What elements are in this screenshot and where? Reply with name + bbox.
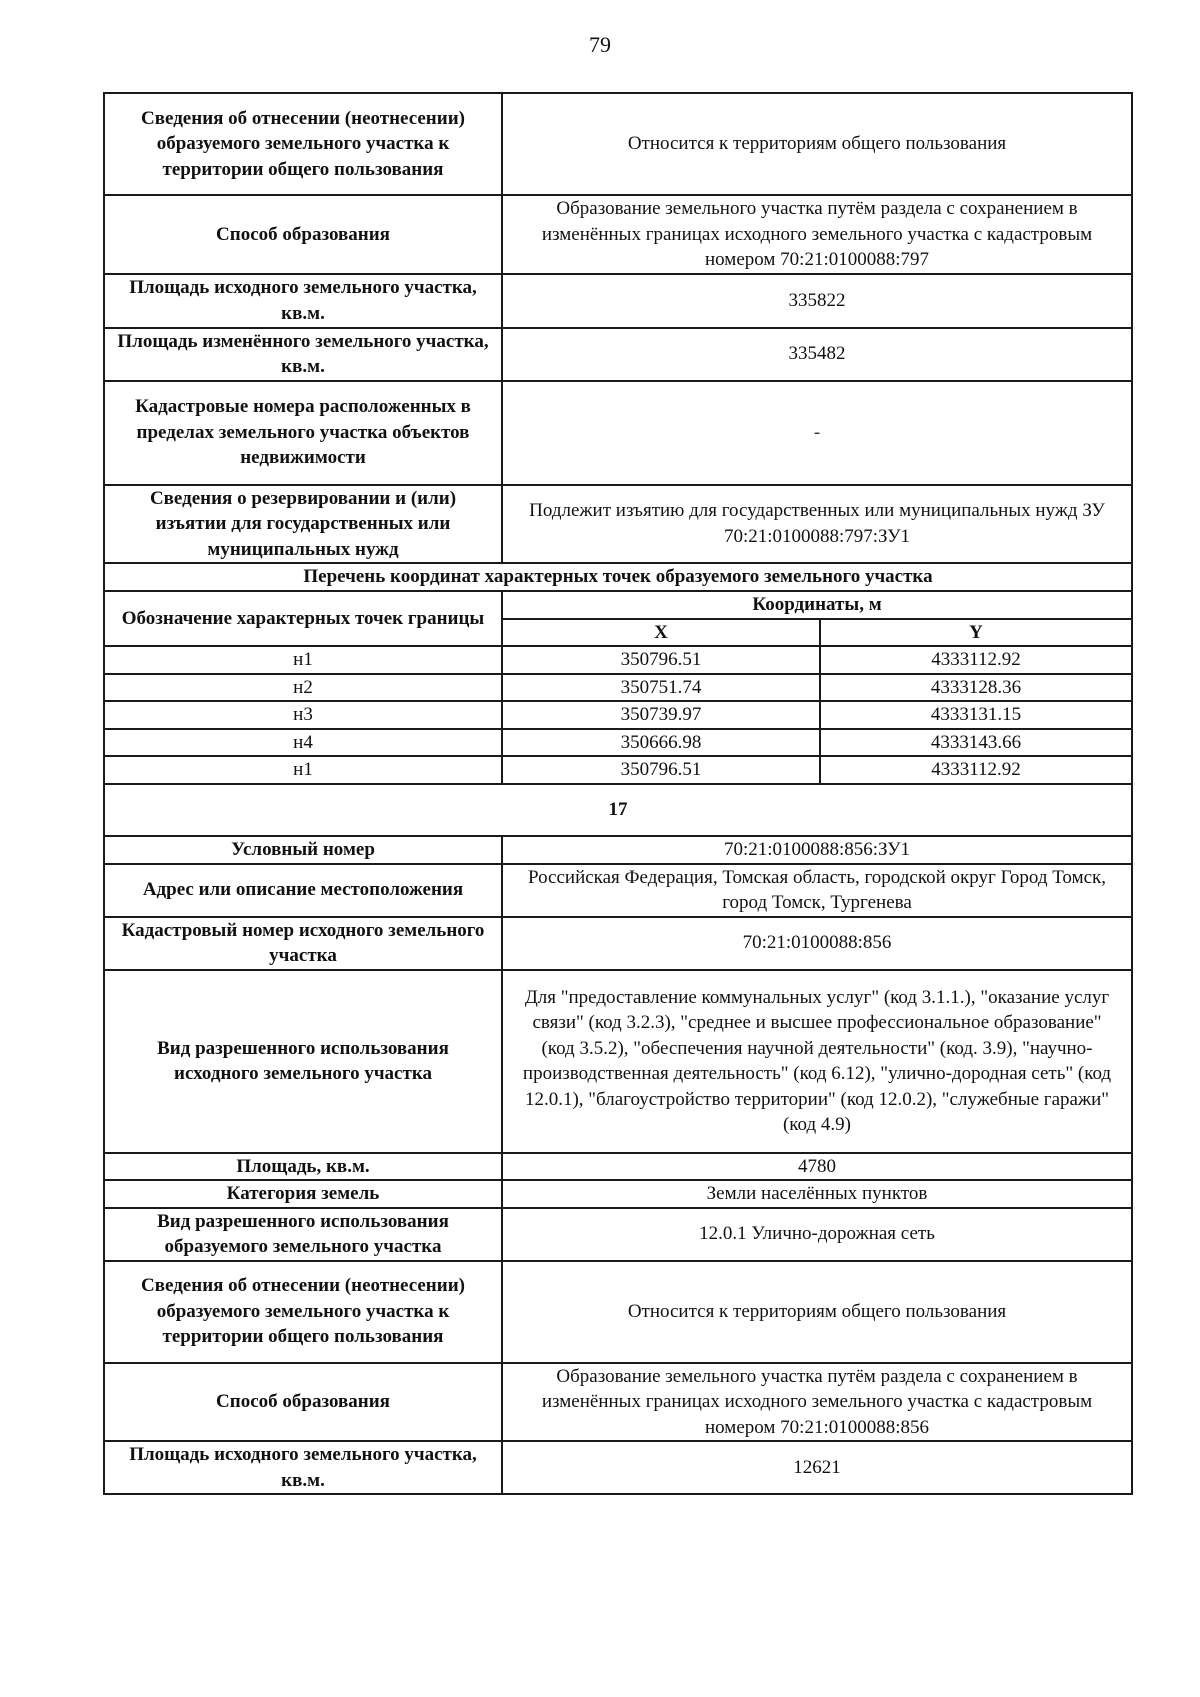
coord-row [104, 646, 1132, 674]
coord-y: 4333128.36 [820, 674, 1132, 702]
coord-point: н3 [104, 701, 502, 729]
orig-area-label: Площадь исходного земельного участка, кв.м. [104, 274, 502, 328]
row-cond-number [104, 836, 1132, 864]
cond-number-value: 70:21:0100088:856:ЗУ1 [502, 836, 1132, 864]
coord-x: 350739.97 [502, 701, 820, 729]
coord-point: н1 [104, 646, 502, 674]
coord-point: н4 [104, 729, 502, 757]
row-source-cad [104, 917, 1132, 970]
parcel-number: 17 [104, 784, 1132, 836]
formed-use-value: 12.0.1 Улично-дорожная сеть [502, 1208, 1132, 1261]
coord-row [104, 674, 1132, 702]
source-use-value: Для "предоставление коммунальных услуг" (код 3.1.1.), "оказание услуг связи" (код 3.2.3), "среднее и высшее профессиональное образование" (код 3.5.2), "обеспечения научной деятельности" (код. 3.9), "научно-производственная деятельность" (код 6.12), "улично-дородная сеть" (код 12.0.1), "благоустройство территории" (код 12.0.2), "служебные гаражи" (код 4.9) [502, 970, 1132, 1153]
coord-row [104, 729, 1132, 757]
x-header: X [502, 619, 820, 647]
coords-title: Перечень координат характерных точек образуемого земельного участка [104, 563, 1132, 591]
formation-value: Образование земельного участка путём раздела с сохранением в изменённых границах исходного земельного участка с кадастровым номером 70:21:0100088:856 [502, 1363, 1132, 1442]
row-parcel-number [104, 784, 1132, 836]
coord-x: 350666.98 [502, 729, 820, 757]
row-formation-17 [104, 1363, 1132, 1442]
coord-point: н2 [104, 674, 502, 702]
coord-y: 4333143.66 [820, 729, 1132, 757]
row-public-use-17 [104, 1261, 1132, 1363]
coord-point: н1 [104, 756, 502, 784]
row-coords-title [104, 563, 1132, 591]
row-cad-objects-a [104, 381, 1132, 485]
source-use-label: Вид разрешенного использования исходного земельного участка [104, 970, 502, 1153]
page-number: 79 [589, 32, 611, 57]
orig-area-value: 12621 [502, 1441, 1132, 1494]
coord-y: 4333112.92 [820, 646, 1132, 674]
row-address [104, 864, 1132, 917]
row-formed-use [104, 1208, 1132, 1261]
coords-header: Координаты, м [502, 591, 1132, 619]
row-area [104, 1153, 1132, 1181]
cond-number-label: Условный номер [104, 836, 502, 864]
y-header: Y [820, 619, 1132, 647]
row-orig-area-a [104, 274, 1132, 328]
reservation-label: Сведения о резервировании и (или) изъятии для государственных или муниципальных нужд [104, 485, 502, 564]
cad-objects-label: Кадастровые номера расположенных в пределах земельного участка объектов недвижимости [104, 381, 502, 485]
cad-objects-value: - [502, 381, 1132, 485]
coord-row [104, 701, 1132, 729]
coord-row [104, 756, 1132, 784]
row-category [104, 1180, 1132, 1208]
coord-x: 350796.51 [502, 646, 820, 674]
reservation-value: Подлежит изъятию для государственных или муниципальных нужд ЗУ 70:21:0100088:797:ЗУ1 [502, 485, 1132, 564]
formation-value: Образование земельного участка путём раздела с сохранением в изменённых границах исходного земельного участка с кадастровым номером 70:21:0100088:797 [502, 195, 1132, 274]
point-header: Обозначение характерных точек границы [104, 591, 502, 646]
row-orig-area-17 [104, 1441, 1132, 1494]
row-source-use [104, 970, 1132, 1153]
public-use-label: Сведения об отнесении (неотнесении) образуемого земельного участка к территории общего пользования [104, 1261, 502, 1363]
land-parcel-table [103, 92, 1133, 1495]
row-coords-header [104, 591, 1132, 619]
address-label: Адрес или описание местоположения [104, 864, 502, 917]
row-formation-a [104, 195, 1132, 274]
public-use-value: Относится к территориям общего пользования [502, 93, 1132, 195]
coord-x: 350751.74 [502, 674, 820, 702]
area-value: 4780 [502, 1153, 1132, 1181]
formation-label: Способ образования [104, 1363, 502, 1442]
address-value: Российская Федерация, Томская область, городской округ Город Томск, город Томск, Тургенева [502, 864, 1132, 917]
area-label: Площадь, кв.м. [104, 1153, 502, 1181]
row-reservation-a [104, 485, 1132, 564]
coord-y: 4333131.15 [820, 701, 1132, 729]
changed-area-label: Площадь изменённого земельного участка, кв.м. [104, 328, 502, 381]
public-use-label: Сведения об отнесении (неотнесении) образуемого земельного участка к территории общего пользования [104, 93, 502, 195]
orig-area-value: 335822 [502, 274, 1132, 328]
source-cad-label: Кадастровый номер исходного земельного участка [104, 917, 502, 970]
category-value: Земли населённых пунктов [502, 1180, 1132, 1208]
source-cad-value: 70:21:0100088:856 [502, 917, 1132, 970]
public-use-value: Относится к территориям общего пользования [502, 1261, 1132, 1363]
row-changed-area-a [104, 328, 1132, 381]
orig-area-label: Площадь исходного земельного участка, кв.м. [104, 1441, 502, 1494]
formation-label: Способ образования [104, 195, 502, 274]
category-label: Категория земель [104, 1180, 502, 1208]
row-public-use-a [104, 93, 1132, 195]
coord-x: 350796.51 [502, 756, 820, 784]
changed-area-value: 335482 [502, 328, 1132, 381]
coord-y: 4333112.92 [820, 756, 1132, 784]
formed-use-label: Вид разрешенного использования образуемого земельного участка [104, 1208, 502, 1261]
